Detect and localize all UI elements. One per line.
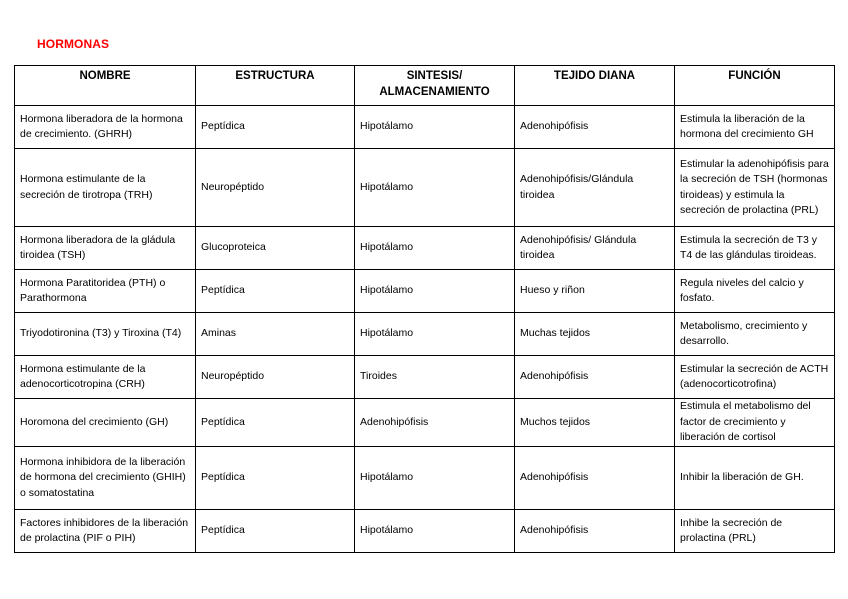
cell-funcion: Regula niveles del calcio y fosfato. [675, 270, 835, 313]
cell-funcion: Estimula la secreción de T3 y T4 de las glándulas tiroideas. [675, 227, 835, 270]
cell-tejido: Adenohipófisis/Glándula tiroidea [515, 149, 675, 227]
table-row [15, 149, 835, 227]
cell-sintesis: Adenohipófisis [355, 399, 515, 447]
cell-nombre: Hormona estimulante de la secreción de tirotropa (TRH) [15, 149, 196, 227]
table-row [15, 447, 835, 510]
cell-estructura: Peptídica [196, 510, 355, 553]
cell-tejido: Adenohipófisis/ Glándula tiroidea [515, 227, 675, 270]
cell-sintesis: Hipotálamo [355, 447, 515, 510]
header-funcion: FUNCIÓN [675, 66, 835, 106]
table-row [15, 356, 835, 399]
cell-estructura: Peptídica [196, 106, 355, 149]
cell-tejido: Hueso y riñon [515, 270, 675, 313]
cell-nombre: Hormona inhibidora de la liberación de hormona del crecimiento (GHIH) o somatostatina [15, 447, 196, 510]
cell-tejido: Adenohipófisis [515, 447, 675, 510]
cell-sintesis: Hipotálamo [355, 106, 515, 149]
cell-funcion: Inhibir la liberación de GH. [675, 447, 835, 510]
table-row [15, 510, 835, 553]
table-row [15, 399, 835, 447]
header-sintesis: SINTESIS/ ALMACENAMIENTO [355, 66, 515, 106]
cell-sintesis: Hipotálamo [355, 149, 515, 227]
header-nombre: NOMBRE [15, 66, 196, 106]
cell-funcion: Estimular la adenohipófisis para la secreción de TSH (hormonas tiroideas) y estimula la secreción de prolactina (PRL) [675, 149, 835, 227]
header-estructura: ESTRUCTURA [196, 66, 355, 106]
cell-nombre: Hormona Paratitoridea (PTH) o Parathormona [15, 270, 196, 313]
hormones-table [14, 65, 835, 553]
cell-estructura: Peptídica [196, 270, 355, 313]
cell-tejido: Muchos tejidos [515, 399, 675, 447]
cell-funcion: Estimula el metabolismo del factor de crecimiento y liberación de cortisol [675, 399, 835, 447]
table-row [15, 270, 835, 313]
cell-tejido: Adenohipófisis [515, 510, 675, 553]
table-row [15, 227, 835, 270]
cell-nombre: Factores inhibidores de la liberación de prolactina (PIF o PIH) [15, 510, 196, 553]
cell-sintesis: Hipotálamo [355, 227, 515, 270]
cell-sintesis: Tiroides [355, 356, 515, 399]
page-title: HORMONAS [37, 37, 110, 51]
cell-funcion: Estimula la liberación de la hormona del crecimiento GH [675, 106, 835, 149]
cell-estructura: Peptídica [196, 447, 355, 510]
cell-nombre: Horomona del crecimiento (GH) [15, 399, 196, 447]
table-row [15, 106, 835, 149]
cell-estructura: Peptídica [196, 399, 355, 447]
cell-estructura: Aminas [196, 313, 355, 356]
cell-nombre: Hormona liberadora de la gládula tiroidea (TSH) [15, 227, 196, 270]
cell-tejido: Adenohipófisis [515, 106, 675, 149]
cell-nombre: Hormona estimulante de la adenocorticotropina (CRH) [15, 356, 196, 399]
cell-sintesis: Hipotálamo [355, 313, 515, 356]
cell-sintesis: Hipotálamo [355, 270, 515, 313]
cell-estructura: Neuropéptido [196, 356, 355, 399]
header-row [15, 66, 835, 106]
cell-estructura: Neuropéptido [196, 149, 355, 227]
cell-nombre: Hormona liberadora de la hormona de crecimiento. (GHRH) [15, 106, 196, 149]
cell-estructura: Glucoproteica [196, 227, 355, 270]
cell-sintesis: Hipotálamo [355, 510, 515, 553]
cell-nombre: Triyodotironina (T3) y Tiroxina (T4) [15, 313, 196, 356]
cell-funcion: Estimular la secreción de ACTH (adenocorticotrofina) [675, 356, 835, 399]
cell-funcion: Metabolismo, crecimiento y desarrollo. [675, 313, 835, 356]
header-tejido: TEJIDO DIANA [515, 66, 675, 106]
table-row [15, 313, 835, 356]
cell-tejido: Muchas tejidos [515, 313, 675, 356]
cell-tejido: Adenohipófisis [515, 356, 675, 399]
cell-funcion: Inhibe la secreción de prolactina (PRL) [675, 510, 835, 553]
